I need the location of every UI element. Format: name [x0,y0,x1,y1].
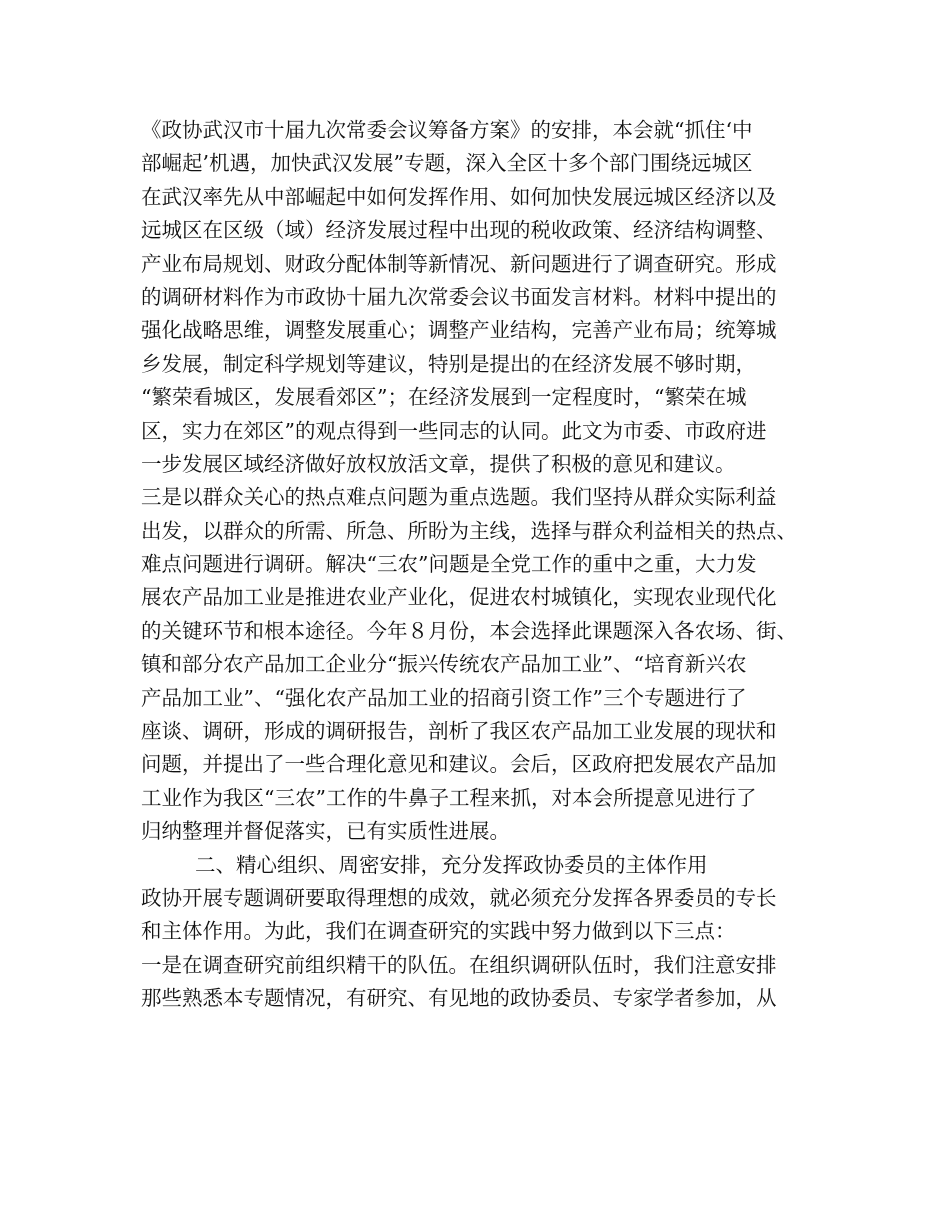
text-line: 乡发展，制定科学规划等建议，特别是提出的在经济发展不够时期， [141,351,756,376]
text-line: 产品加工业”、“强化农产品加工业的招商引资工作”三个专题进行了 [141,685,747,710]
text-line: 在武汉率先从中部崛起中如何发挥作用、如何加快发展远城区经济以及 [141,184,777,209]
text-line: 和主体作用。为此，我们在调查研究的实践中努力做到以下三点： [141,919,736,944]
text-line: 展农产品加工业是推进农业产业化，促进农村城镇化，实现农业现代化 [141,585,777,610]
text-line: 政协开展专题调研要取得理想的成效，就必须充分发挥各界委员的专长 [141,885,777,910]
text-line: “繁荣看城区，发展看郊区”；在经济发展到一定程度时，“繁荣在城 [141,385,747,410]
body-text [141,114,831,1016]
text-line: 一是在调查研究前组织精干的队伍。在组织调研队伍时，我们注意安排 [141,952,777,977]
text-line: 远城区在区级（域）经济发展过程中出现的税收政策、经济结构调整、 [141,218,777,243]
text-line: 座谈、调研，形成的调研报告，剖析了我区农产品加工业发展的现状和 [141,719,777,744]
text-line: 三是以群众关心的热点难点问题为重点选题。我们坚持从群众实际利益 [141,485,777,510]
text-line: 部崛起’机遇，加快武汉发展”专题，深入全区十多个部门围绕远城区 [141,151,753,176]
text-line: 难点问题进行调研。解决“三农”问题是全党工作的重中之重，大力发 [141,552,757,577]
section-heading: 二、精心组织、周密安排，充分发挥政协委员的主体作用 [195,852,708,877]
text-line: 工业作为我区“三农”工作的牛鼻子工程来抓，对本会所提意见进行了 [141,785,757,810]
text-line: 镇和部分农产品加工企业分“振兴传统农产品加工业”、“培育新兴农 [141,652,747,677]
text-line: 产业布局规划、财政分配体制等新情况、新问题进行了调查研究。形成 [141,251,777,276]
text-line: 强化战略思维，调整发展重心；调整产业结构，完善产业布局；统筹城 [141,318,777,343]
text-line: 那些熟悉本专题情况，有研究、有见地的政协委员、专家学者参加，从 [141,986,777,1011]
text-line: 区，实力在郊区”的观点得到一些同志的认同。此文为市委、市政府进 [141,418,767,443]
text-line: 的关键环节和根本途径。今年８月份，本会选择此课题深入各农场、街、 [141,618,797,643]
text-line: 《政协武汉市十届九次常委会议筹备方案》的安排，本会就“抓住‘中 [141,118,753,142]
text-line: 问题，并提出了一些合理化意见和建议。会后，区政府把发展农产品加 [141,752,777,777]
text-line: 归纳整理并督促落实，已有实质性进展。 [141,819,510,844]
text-line: 一步发展区域经济做好放权放活文章，提供了积极的意见和建议。 [141,451,736,476]
text-line: 的调研材料作为市政协十届九次常委会议书面发言材料。材料中提出的 [141,284,777,309]
text-line: 出发，以群众的所需、所急、所盼为主线，选择与群众利益相关的热点、 [141,518,797,543]
